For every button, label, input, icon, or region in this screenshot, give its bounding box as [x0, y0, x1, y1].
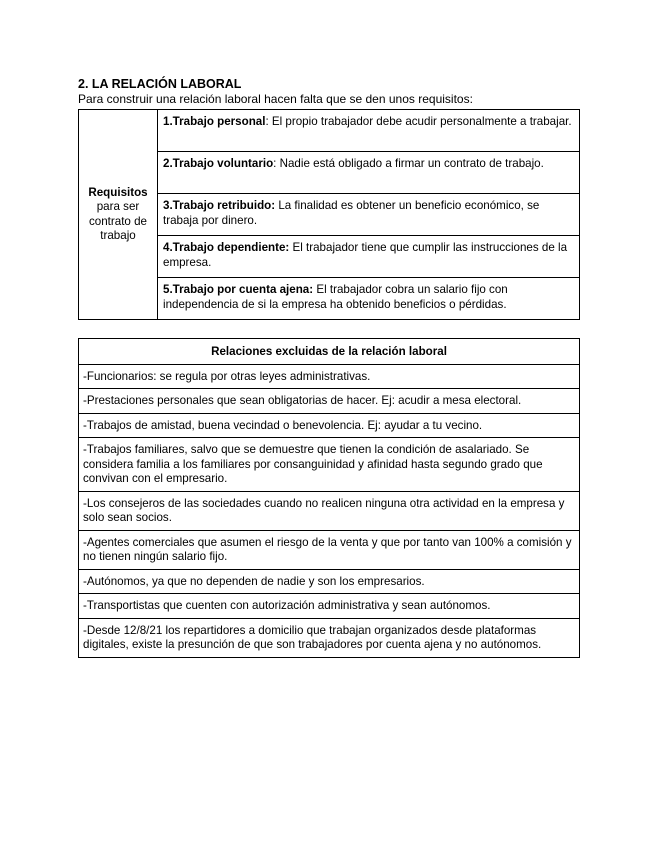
exclusion-item: -Los consejeros de las sociedades cuando no realicen ninguna otra actividad en la empresa y solo sean socios. — [79, 491, 580, 530]
table-row — [79, 110, 580, 152]
requirement-term: 4.Trabajo dependiente: — [163, 241, 290, 254]
exclusion-item: -Prestaciones personales que sean obligatorias de hacer. Ej: acudir a mesa electoral. — [79, 389, 580, 414]
exclusion-item: -Trabajos familiares, salvo que se demuestre que tienen la condición de asalariado. Se considera familia a los familiares por consanguinidad y afinidad hasta segundo grado que convivan con el empresario. — [79, 438, 580, 492]
requirements-category-cell — [79, 110, 158, 320]
section-title: 2. LA RELACIÓN LABORAL — [78, 77, 242, 91]
requirement-term: 3.Trabajo retribuido: — [163, 199, 276, 212]
requirement-text: El trabajador cobra un salario fijo con independencia de si la empresa ha obtenido beneficios o pérdidas. — [163, 283, 508, 311]
requirement-item — [158, 236, 580, 278]
table-row — [79, 389, 580, 414]
requirement-item — [158, 194, 580, 236]
exclusion-item: -Funcionarios: se regula por otras leyes administrativas. — [79, 364, 580, 389]
table-row — [79, 569, 580, 594]
requirement-item — [158, 152, 580, 194]
table-row — [79, 438, 580, 492]
requirement-term: 2.Trabajo voluntario — [163, 157, 274, 170]
exclusion-item: -Trabajos de amistad, buena vecindad o benevolencia. Ej: ayudar a tu vecino. — [79, 413, 580, 438]
table-row — [79, 491, 580, 530]
requirement-term: 1.Trabajo personal — [163, 115, 266, 128]
exclusions-header: Relaciones excluidas de la relación laboral — [79, 339, 580, 365]
requirement-text: : El propio trabajador debe acudir personalmente a trabajar. — [265, 115, 572, 128]
document-page — [78, 76, 578, 658]
requirements-category-label: Requisitos — [88, 185, 148, 199]
requirement-term: 5.Trabajo por cuenta ajena: — [163, 283, 314, 296]
requirements-table — [78, 109, 580, 320]
section-intro: Para construir una relación laboral hacen falta que se den unos requisitos: — [78, 92, 473, 106]
requirement-text: El trabajador tiene que cumplir las instrucciones de la empresa. — [163, 241, 568, 269]
table-row — [79, 618, 580, 657]
exclusion-item: -Transportistas que cuenten con autorización administrativa y sean autónomos. — [79, 594, 580, 619]
table-row — [79, 594, 580, 619]
exclusion-item: -Agentes comerciales que asumen el riesgo de la venta y que por tanto van 100% a comisión y no tienen ningún salario fijo. — [79, 530, 580, 569]
table-row — [79, 413, 580, 438]
requirement-text: : Nadie está obligado a firmar un contrato de trabajo. — [273, 157, 544, 170]
requirements-category-subtitle: para ser contrato de trabajo — [88, 200, 147, 242]
table-header-row — [79, 339, 580, 365]
table-row — [79, 530, 580, 569]
exclusions-table — [78, 338, 580, 658]
requirement-item — [158, 278, 580, 320]
exclusion-item: -Desde 12/8/21 los repartidores a domicilio que trabajan organizados desde plataformas digitales, existe la presunción de que son trabajadores por cuenta ajena y no autónomos. — [79, 618, 580, 657]
requirement-item — [158, 110, 580, 152]
requirement-text: La finalidad es obtener un beneficio económico, se trabaja por dinero. — [163, 199, 540, 227]
table-row — [79, 364, 580, 389]
exclusion-item: -Autónomos, ya que no dependen de nadie y son los empresarios. — [79, 569, 580, 594]
